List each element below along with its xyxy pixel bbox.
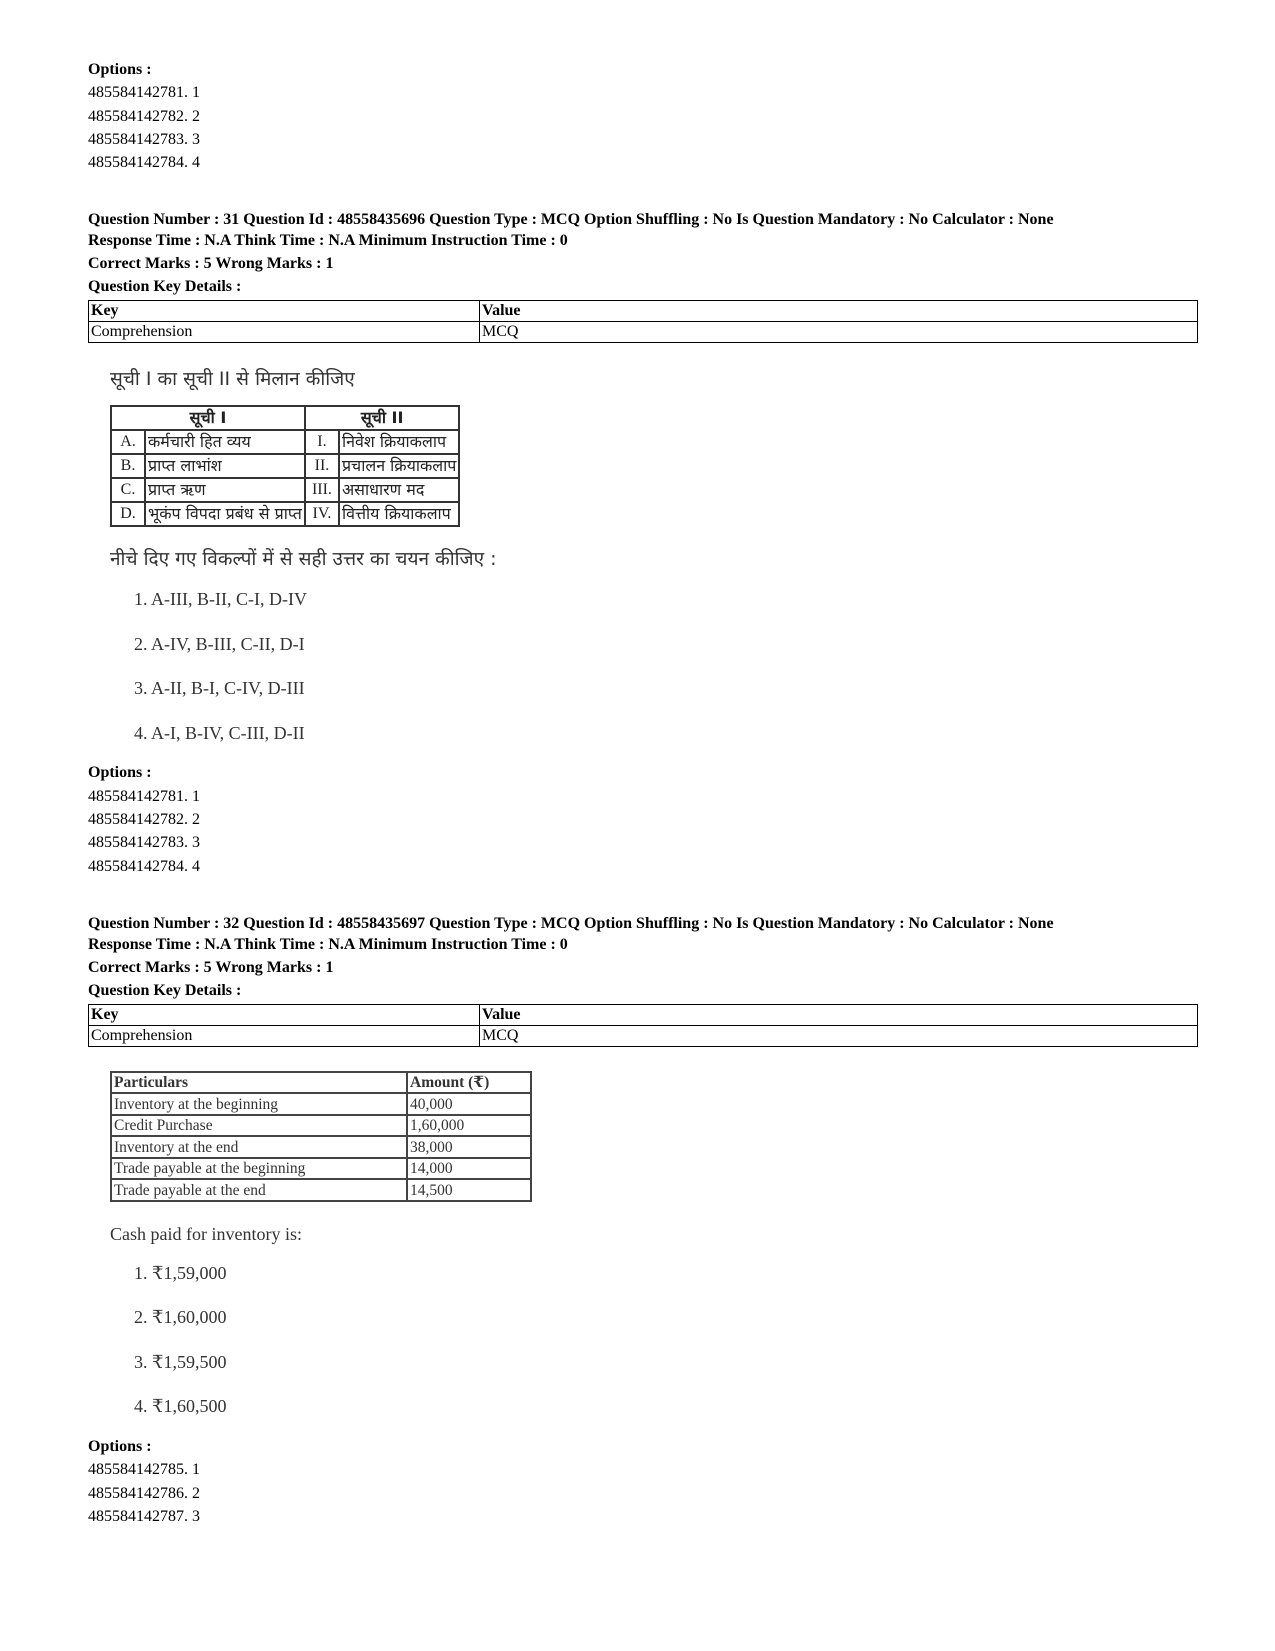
answer-choice: 4. ₹1,60,500 bbox=[134, 1396, 227, 1417]
match-row bbox=[111, 454, 459, 478]
list-1-item: भूकंप विपदा प्रबंध से प्राप्त bbox=[145, 502, 305, 526]
list-2-item: असाधारण मद bbox=[339, 478, 459, 502]
match-table bbox=[110, 405, 460, 527]
row-letter: B. bbox=[111, 454, 145, 478]
row-numeral: I. bbox=[305, 430, 339, 454]
row-numeral: IV. bbox=[305, 502, 339, 526]
particular-cell: Inventory at the beginning bbox=[111, 1093, 407, 1115]
row-letter: A. bbox=[111, 430, 145, 454]
match-row bbox=[111, 430, 459, 454]
question-meta-line: Question Number : 31 Question Id : 48558435696 Question Type : MCQ Option Shuffling : No Is Question Mandatory : No Calculator : None bbox=[88, 211, 1054, 229]
value-cell: MCQ bbox=[480, 322, 1198, 343]
value-cell: MCQ bbox=[480, 1025, 1198, 1046]
amount-cell: 14,000 bbox=[407, 1158, 531, 1180]
options-block-q31 bbox=[88, 761, 1198, 877]
match-row bbox=[111, 478, 459, 502]
question-marks-line: Correct Marks : 5 Wrong Marks : 1 bbox=[88, 958, 334, 976]
particular-cell: Trade payable at the end bbox=[111, 1179, 407, 1201]
row-letter: D. bbox=[111, 502, 145, 526]
answer-choice: 3. ₹1,59,500 bbox=[134, 1351, 227, 1372]
list-1-item: प्राप्त ऋण bbox=[145, 478, 305, 502]
particular-cell: Trade payable at the beginning bbox=[111, 1158, 407, 1180]
option-item: 485584142781. 1 bbox=[88, 84, 200, 102]
question-key-table bbox=[88, 300, 1198, 343]
answer-choices bbox=[134, 1263, 1198, 1441]
option-item: 485584142782. 2 bbox=[88, 811, 200, 829]
match-instruction: सूची I का सूची II से मिलान कीजिए bbox=[110, 368, 355, 391]
particulars-table bbox=[110, 1071, 532, 1202]
amount-header: Amount (₹) bbox=[407, 1072, 531, 1094]
table-row bbox=[111, 1136, 531, 1158]
key-cell: Comprehension bbox=[89, 322, 480, 343]
list-2-item: प्रचालन क्रियाकलाप bbox=[339, 454, 459, 478]
question-key-details-label: Question Key Details : bbox=[88, 981, 242, 999]
option-item: 485584142787. 3 bbox=[88, 1507, 200, 1525]
key-cell: Comprehension bbox=[89, 1025, 480, 1046]
particular-cell: Inventory at the end bbox=[111, 1136, 407, 1158]
answer-choice: 1. A-III, B-II, C-I, D-IV bbox=[134, 589, 307, 610]
question-31-header bbox=[88, 210, 1198, 298]
match-row bbox=[111, 502, 459, 526]
answer-choice: 2. ₹1,60,000 bbox=[134, 1307, 227, 1328]
question-meta-line: Question Number : 32 Question Id : 48558435697 Question Type : MCQ Option Shuffling : No Is Question Mandatory : No Calculator : None bbox=[88, 914, 1054, 932]
answer-choice: 2. A-IV, B-III, C-II, D-I bbox=[134, 633, 305, 654]
answer-choice: 3. A-II, B-I, C-IV, D-III bbox=[134, 678, 305, 699]
option-item: 485584142782. 2 bbox=[88, 107, 200, 125]
list-2-item: निवेश क्रियाकलाप bbox=[339, 430, 459, 454]
row-numeral: III. bbox=[305, 478, 339, 502]
option-item: 485584142783. 3 bbox=[88, 130, 200, 148]
answer-choice: 1. ₹1,59,000 bbox=[134, 1262, 227, 1283]
options-block-top bbox=[88, 58, 1198, 174]
key-header: Key bbox=[89, 1004, 480, 1025]
option-item: 485584142784. 4 bbox=[88, 154, 200, 172]
option-item: 485584142785. 1 bbox=[88, 1461, 200, 1479]
list-1-item: प्राप्त लाभांश bbox=[145, 454, 305, 478]
options-heading: Options : bbox=[88, 61, 152, 78]
amount-cell: 14,500 bbox=[407, 1179, 531, 1201]
list-1-item: कर्मचारी हित व्यय bbox=[145, 430, 305, 454]
value-header: Value bbox=[480, 1004, 1198, 1025]
options-heading: Options : bbox=[88, 1437, 152, 1455]
answer-choice: 4. A-I, B-IV, C-III, D-II bbox=[134, 722, 305, 743]
particular-cell: Credit Purchase bbox=[111, 1115, 407, 1137]
table-row bbox=[111, 1093, 531, 1115]
question-time-line: Response Time : N.A Think Time : N.A Minimum Instruction Time : 0 bbox=[88, 935, 568, 953]
list-2-header: सूची II bbox=[305, 406, 459, 430]
option-item: 485584142783. 3 bbox=[88, 834, 200, 852]
option-item: 485584142784. 4 bbox=[88, 857, 200, 875]
question-32-header bbox=[88, 914, 1198, 1002]
value-header: Value bbox=[480, 301, 1198, 322]
table-row bbox=[111, 1158, 531, 1180]
amount-cell: 1,60,000 bbox=[407, 1115, 531, 1137]
key-header: Key bbox=[89, 301, 480, 322]
row-numeral: II. bbox=[305, 454, 339, 478]
particulars-header: Particulars bbox=[111, 1072, 407, 1094]
answer-choices bbox=[134, 589, 1198, 767]
question-time-line: Response Time : N.A Think Time : N.A Minimum Instruction Time : 0 bbox=[88, 232, 568, 250]
question-key-details-label: Question Key Details : bbox=[88, 278, 242, 296]
question-key-table bbox=[88, 1004, 1198, 1047]
row-letter: C. bbox=[111, 478, 145, 502]
option-item: 485584142781. 1 bbox=[88, 787, 200, 805]
document-page bbox=[88, 58, 1198, 1528]
options-heading: Options : bbox=[88, 764, 152, 782]
list-2-item: वित्तीय क्रियाकलाप bbox=[339, 502, 459, 526]
question-31-body bbox=[110, 365, 1198, 767]
question-stem: Cash paid for inventory is: bbox=[110, 1223, 302, 1244]
amount-cell: 38,000 bbox=[407, 1136, 531, 1158]
question-32-body bbox=[110, 1071, 1198, 1441]
table-row bbox=[111, 1179, 531, 1201]
option-item: 485584142786. 2 bbox=[88, 1484, 200, 1502]
options-block-q32 bbox=[88, 1435, 1198, 1528]
choose-prompt: नीचे दिए गए विकल्पों में से सही उत्तर का चयन कीजिए : bbox=[110, 548, 497, 571]
amount-cell: 40,000 bbox=[407, 1093, 531, 1115]
question-marks-line: Correct Marks : 5 Wrong Marks : 1 bbox=[88, 255, 334, 273]
table-row bbox=[111, 1115, 531, 1137]
list-1-header: सूची I bbox=[111, 406, 305, 430]
